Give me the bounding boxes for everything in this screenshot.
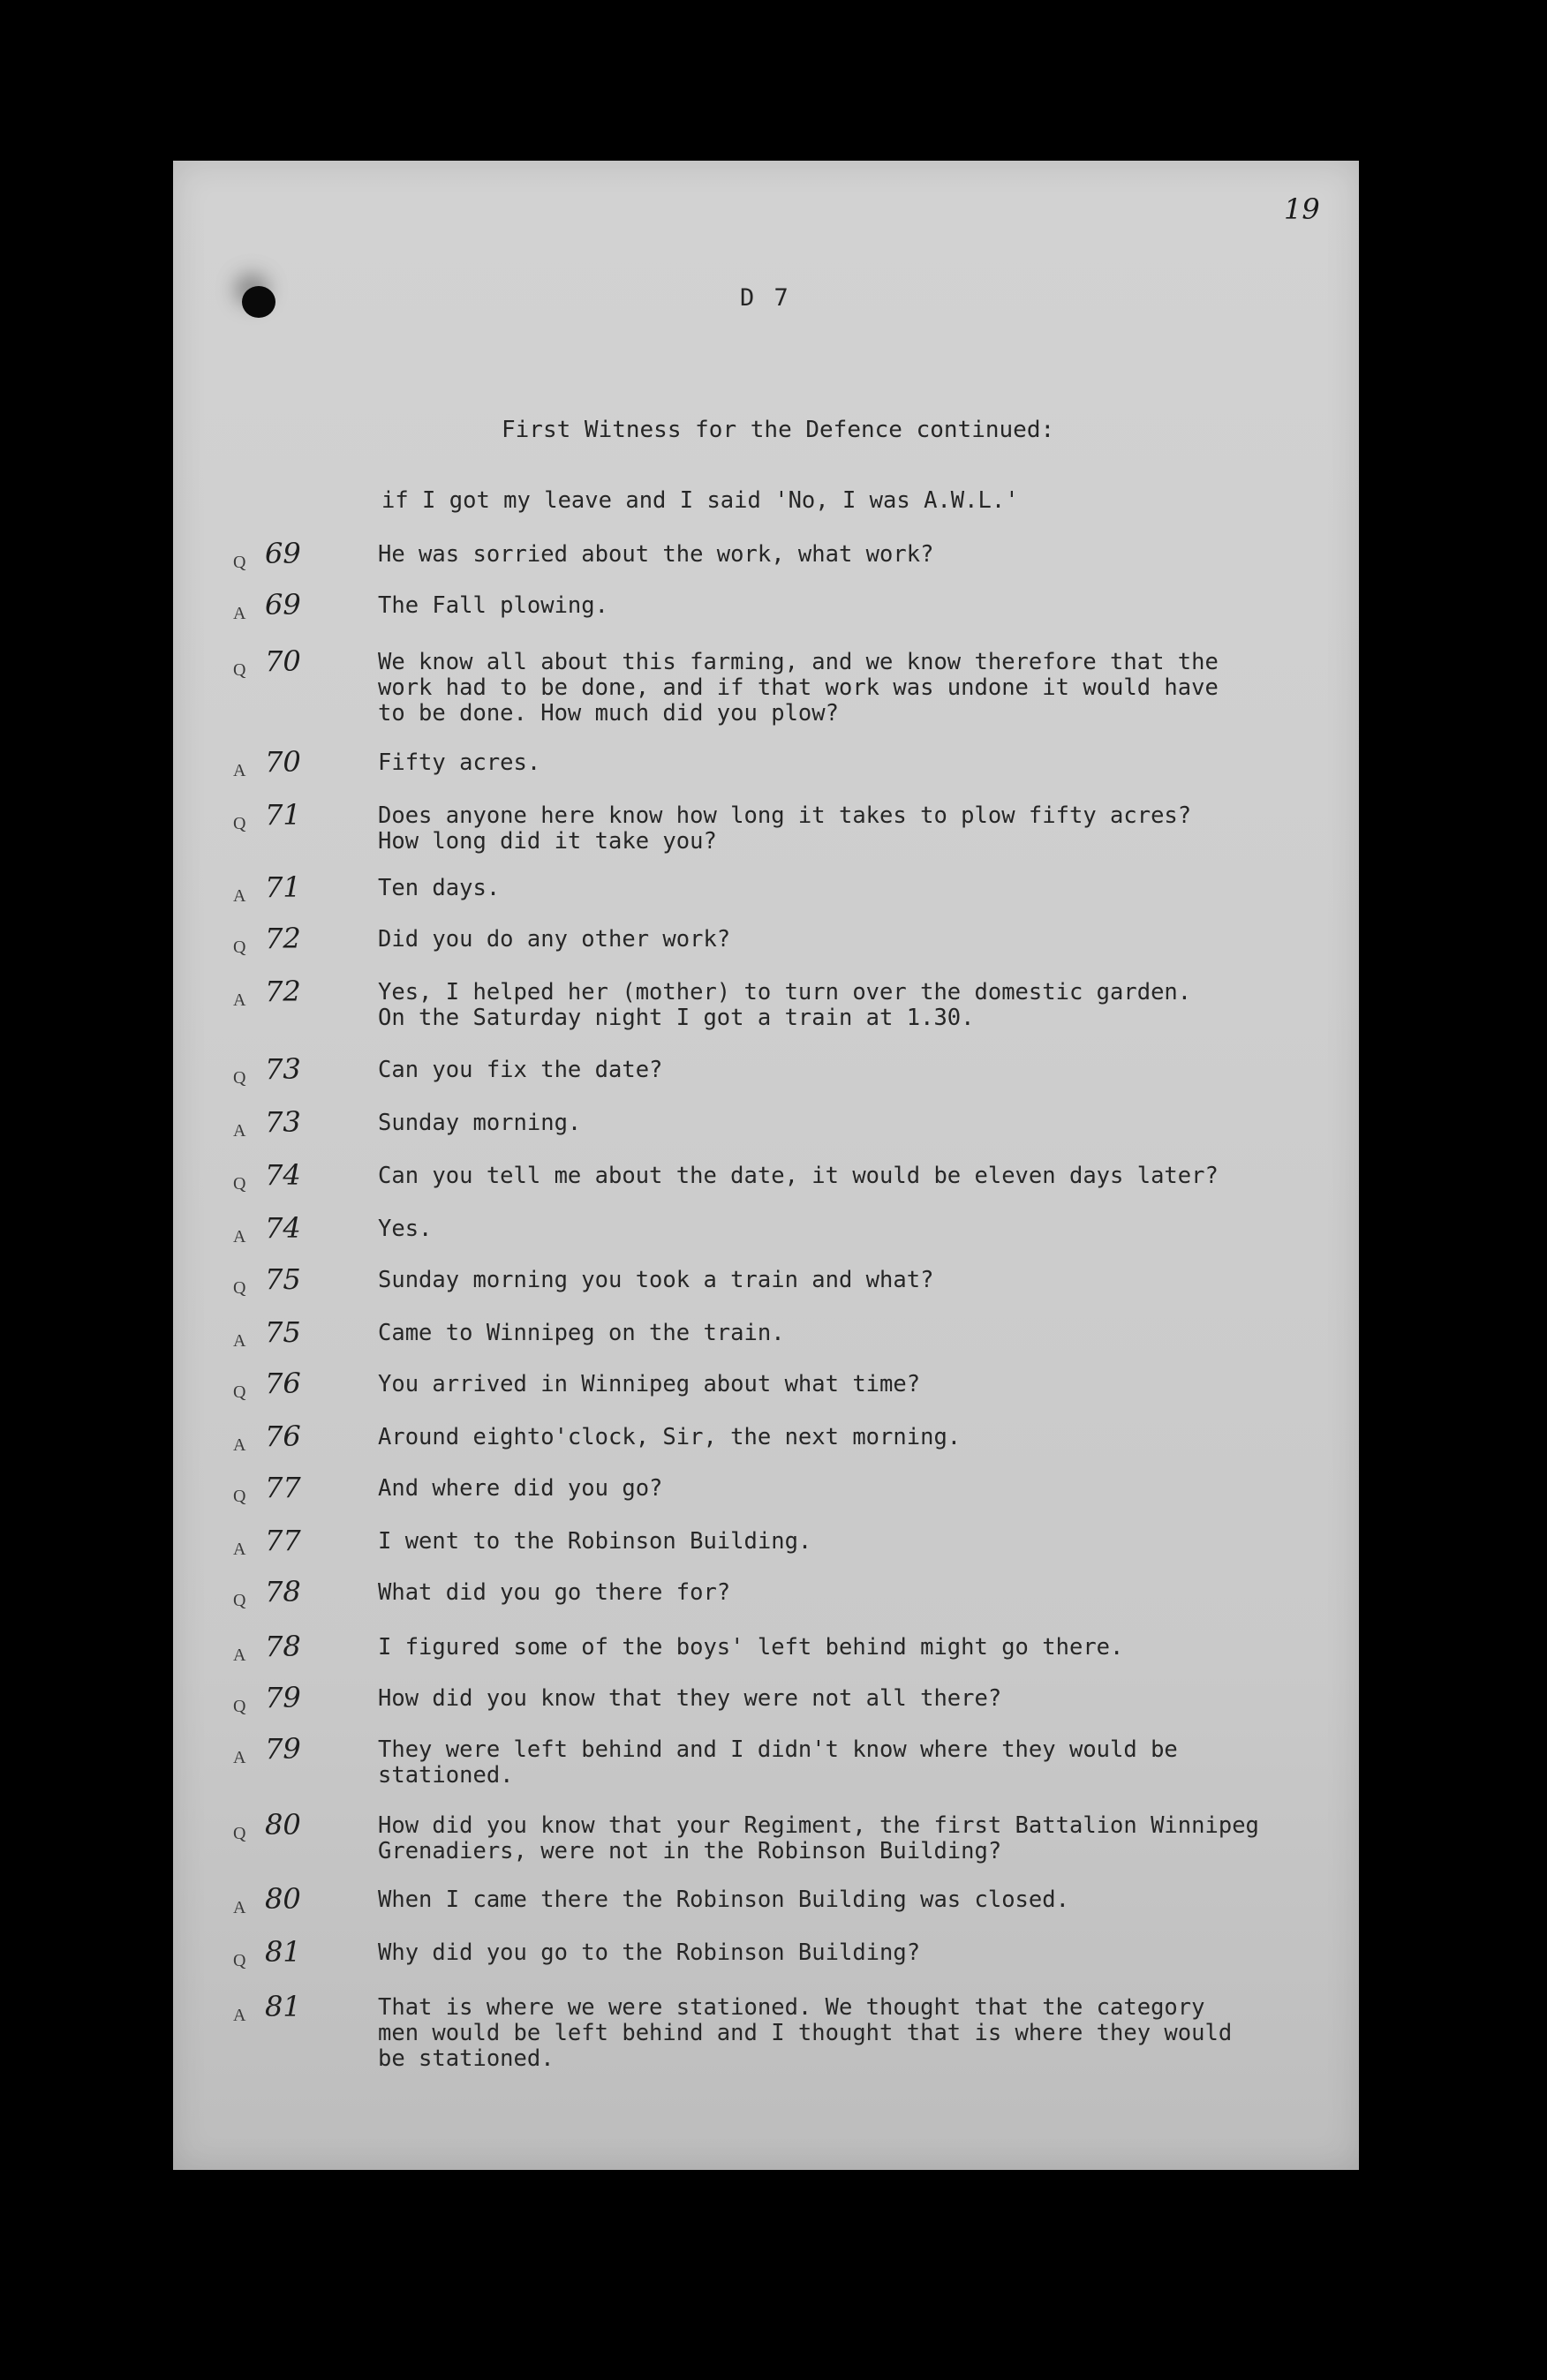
- speaker-label: A: [233, 1227, 246, 1246]
- speaker-label: A: [233, 1121, 246, 1141]
- speaker-label: Q: [233, 553, 246, 572]
- handwritten-number: 79: [265, 1732, 301, 1766]
- speaker-label: Q: [233, 1278, 246, 1298]
- continuation-text: if I got my leave and I said 'No, I was A.W.L.': [381, 487, 1019, 514]
- speaker-label: Q: [233, 1697, 246, 1716]
- entry-text: How did you know that they were not all there?: [378, 1685, 1002, 1712]
- speaker-label: Q: [233, 1591, 246, 1610]
- handwritten-number: 75: [265, 1262, 301, 1296]
- speaker-label: Q: [233, 938, 246, 957]
- entry-text: Sunday morning.: [378, 1110, 582, 1136]
- section-title: First Witness for the Defence continued:: [502, 417, 1055, 443]
- handwritten-number: 78: [265, 1575, 301, 1608]
- handwritten-number: 74: [265, 1211, 301, 1245]
- document-page: [173, 161, 1359, 2170]
- handwritten-number: 77: [265, 1524, 301, 1557]
- speaker-label: A: [233, 1435, 246, 1455]
- speaker-label: Q: [233, 1824, 246, 1843]
- entry-text: Did you do any other work?: [378, 926, 731, 953]
- speaker-label: A: [233, 1331, 246, 1351]
- entry-text: Can you fix the date?: [378, 1057, 663, 1083]
- speaker-label: A: [233, 886, 246, 906]
- handwritten-number: 79: [265, 1681, 301, 1714]
- handwritten-number: 81: [265, 1990, 301, 2023]
- handwritten-number: 70: [265, 745, 301, 779]
- entry-text: Can you tell me about the date, it would be eleven days later?: [378, 1163, 1219, 1189]
- entry-text: They were left behind and I didn't know where they would be stationed.: [378, 1736, 1178, 1789]
- handwritten-number: 71: [265, 870, 301, 904]
- entry-text: I went to the Robinson Building.: [378, 1528, 812, 1555]
- speaker-label: A: [233, 1646, 246, 1665]
- entry-text: How did you know that your Regiment, the first Battalion Winnipeg Grenadiers, were not in the Robinson Building?: [378, 1812, 1259, 1864]
- speaker-label: Q: [233, 1382, 246, 1402]
- entry-text: Why did you go to the Robinson Building?: [378, 1939, 921, 1966]
- punch-hole: [242, 286, 275, 318]
- entry-text: Sunday morning you took a train and what?: [378, 1267, 934, 1293]
- handwritten-number: 72: [265, 975, 301, 1008]
- speaker-label: A: [233, 1540, 246, 1559]
- speaker-label: Q: [233, 660, 246, 680]
- entry-text: I figured some of the boys' left behind might go there.: [378, 1634, 1124, 1661]
- header-code: D 7: [740, 284, 791, 312]
- speaker-label: A: [233, 604, 246, 623]
- entry-text: When I came there the Robinson Building was closed.: [378, 1887, 1069, 1913]
- handwritten-number: 69: [265, 537, 301, 570]
- speaker-label: A: [233, 761, 246, 780]
- speaker-label: Q: [233, 1174, 246, 1194]
- handwritten-number: 76: [265, 1367, 301, 1400]
- speaker-label: Q: [233, 814, 246, 833]
- entry-text: Fifty acres.: [378, 749, 541, 776]
- handwritten-number: 80: [265, 1882, 301, 1916]
- handwritten-number: 78: [265, 1630, 301, 1663]
- speaker-label: A: [233, 2006, 246, 2025]
- handwritten-number: 73: [265, 1105, 301, 1139]
- entry-text: Yes, I helped her (mother) to turn over the domestic garden. On the Saturday night I got a train at 1.30.: [378, 979, 1192, 1031]
- entry-text: Ten days.: [378, 875, 501, 901]
- handwritten-number: 69: [265, 588, 301, 621]
- handwritten-number: 70: [265, 644, 301, 678]
- handwritten-number: 73: [265, 1052, 301, 1086]
- handwritten-number: 81: [265, 1935, 301, 1969]
- entry-text: You arrived in Winnipeg about what time?: [378, 1371, 921, 1397]
- handwritten-number: 71: [265, 798, 301, 832]
- entry-text: Around eighto'clock, Sir, the next morning.: [378, 1424, 962, 1450]
- handwritten-number: 74: [265, 1158, 301, 1192]
- entry-text: That is where we were stationed. We thought that the category men would be left behind and I thought that is where they would be stationed.: [378, 1994, 1233, 2072]
- entry-text: Came to Winnipeg on the train.: [378, 1320, 785, 1346]
- entry-text: Yes.: [378, 1216, 433, 1242]
- entry-text: The Fall plowing.: [378, 592, 608, 619]
- entry-text: And where did you go?: [378, 1475, 663, 1502]
- entry-text: What did you go there for?: [378, 1579, 731, 1606]
- handwritten-number: 77: [265, 1471, 301, 1504]
- handwritten-number: 72: [265, 922, 301, 955]
- speaker-label: Q: [233, 1487, 246, 1506]
- entry-text: We know all about this farming, and we know therefore that the work had to be done, and if that work was undone it would have to be done. How much did you plow?: [378, 649, 1219, 727]
- speaker-label: A: [233, 1898, 246, 1917]
- speaker-label: Q: [233, 1951, 246, 1970]
- handwritten-number: 76: [265, 1420, 301, 1453]
- entry-text: He was sorried about the work, what work?: [378, 541, 934, 568]
- entry-text: Does anyone here know how long it takes to plow fifty acres? How long did it take you?: [378, 802, 1192, 855]
- speaker-label: A: [233, 990, 246, 1010]
- handwritten-number: 80: [265, 1808, 301, 1841]
- handwritten-number: 75: [265, 1315, 301, 1349]
- page-number: 19: [1284, 192, 1320, 226]
- speaker-label: Q: [233, 1068, 246, 1088]
- speaker-label: A: [233, 1748, 246, 1767]
